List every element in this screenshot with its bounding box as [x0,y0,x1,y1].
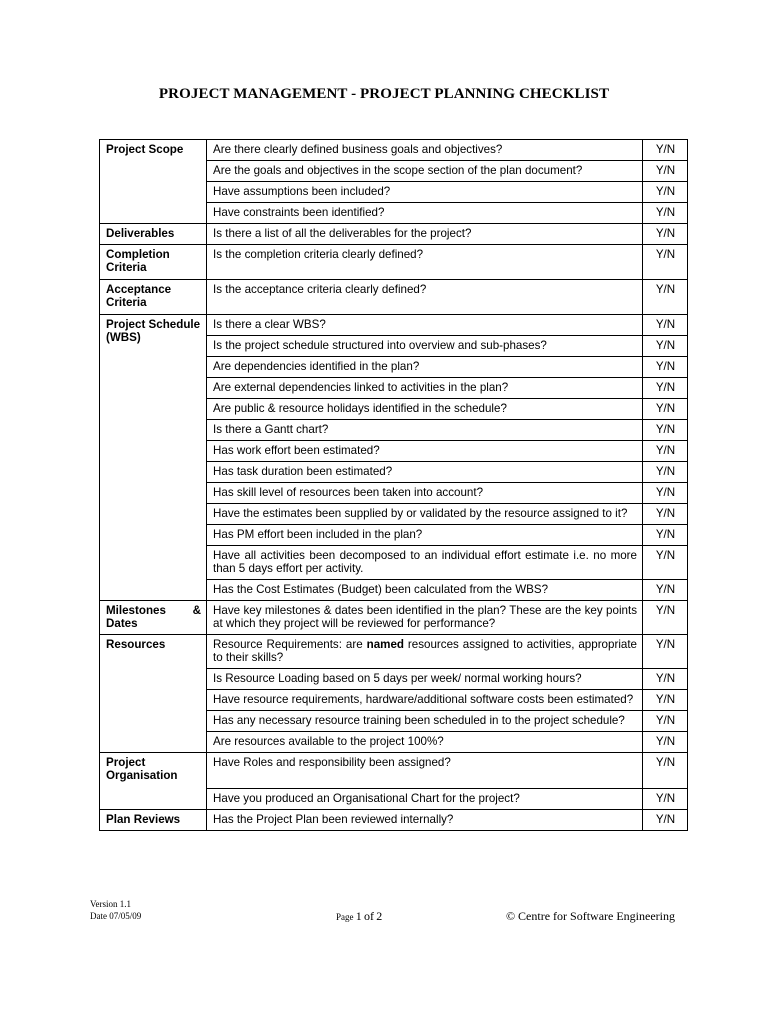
answer-cell: Y/N [643,753,688,789]
page-label: Page [336,912,354,922]
answer-cell: Y/N [643,690,688,711]
question-cell: Is the project schedule structured into overview and sub-phases? [207,336,643,357]
table-row [100,810,688,831]
answer-cell: Y/N [643,161,688,182]
answer-cell: Y/N [643,525,688,546]
section-label-milestones: Milestones & Dates [100,601,207,635]
question-cell: Have you produced an Organisational Chart for the project? [207,789,643,810]
question-cell: Have assumptions been included? [207,182,643,203]
answer-cell: Y/N [643,462,688,483]
footer-date: Date 07/05/09 [90,911,142,921]
question-cell: Are external dependencies linked to activities in the plan? [207,378,643,399]
question-text-emphasis: named [366,638,404,651]
question-text-post: resources assigned to activities, appropriate to their skills? [213,638,638,664]
question-cell: Is Resource Loading based on 5 days per week/ normal working hours? [207,669,643,690]
question-cell: Has the Cost Estimates (Budget) been calculated from the WBS? [207,580,643,601]
answer-cell: Y/N [643,669,688,690]
question-cell: Is the acceptance criteria clearly defined? [207,280,643,315]
answer-cell: Y/N [643,420,688,441]
table-row [100,315,688,336]
table-row [100,245,688,280]
section-label-project-schedule: Project Schedule (WBS) [100,315,207,601]
page-of: of [364,909,374,923]
question-cell: Have key milestones & dates been identified in the plan? These are the key points at which they project will be reviewed for performance? [207,601,643,635]
answer-cell: Y/N [643,399,688,420]
section-label-project-organisation: Project Organisation [100,753,207,810]
answer-cell: Y/N [643,504,688,525]
question-cell: Has PM effort been included in the plan? [207,525,643,546]
question-cell: Are resources available to the project 100%? [207,732,643,753]
table-row [100,601,688,635]
answer-cell: Y/N [643,441,688,462]
table-row [100,224,688,245]
answer-cell: Y/N [643,357,688,378]
answer-cell: Y/N [643,182,688,203]
footer-version: Version 1.1 [90,899,131,909]
answer-cell: Y/N [643,580,688,601]
question-cell: Are there clearly defined business goals and objectives? [207,140,643,161]
question-cell: Is there a Gantt chart? [207,420,643,441]
page-total: 2 [376,909,383,923]
answer-cell: Y/N [643,315,688,336]
answer-cell: Y/N [643,378,688,399]
question-cell: Have the estimates been supplied by or validated by the resource assigned to it? [207,504,643,525]
table-row [100,635,688,669]
document-title: PROJECT MANAGEMENT - PROJECT PLANNING CHECKLIST [158,86,610,102]
footer-copyright: © Centre for Software Engineering [505,909,675,923]
answer-cell: Y/N [643,601,688,635]
answer-cell: Y/N [643,546,688,580]
section-label-acceptance-criteria: Acceptance Criteria [100,280,207,315]
question-cell: Have all activities been decomposed to an individual effort estimate i.e. no more than 5 days effort per activity. [207,546,643,580]
question-text-pre: Resource Requirements: are [213,638,367,651]
answer-cell: Y/N [643,224,688,245]
question-cell: Is there a clear WBS? [207,315,643,336]
question-cell: Are the goals and objectives in the scope section of the plan document? [207,161,643,182]
answer-cell: Y/N [643,483,688,504]
question-cell: Has work effort been estimated? [207,441,643,462]
section-label-resources: Resources [100,635,207,753]
question-cell: Have Roles and responsibility been assigned? [207,753,643,789]
footer-version-block [90,898,141,922]
question-cell: Is there a list of all the deliverables for the project? [207,224,643,245]
question-cell: Have constraints been identified? [207,203,643,224]
section-label-plan-reviews: Plan Reviews [100,810,207,831]
question-cell: Have resource requirements, hardware/additional software costs been estimated? [207,690,643,711]
section-label-completion-criteria: Completion Criteria [100,245,207,280]
table-row [100,280,688,315]
answer-cell: Y/N [643,810,688,831]
question-cell: Has any necessary resource training been scheduled in to the project schedule? [207,711,643,732]
answer-cell: Y/N [643,280,688,315]
answer-cell: Y/N [643,245,688,280]
question-cell: Has the Project Plan been reviewed internally? [207,810,643,831]
answer-cell: Y/N [643,732,688,753]
answer-cell: Y/N [643,140,688,161]
page-current: 1 [355,909,362,923]
answer-cell: Y/N [643,711,688,732]
question-cell: Has skill level of resources been taken into account? [207,483,643,504]
answer-cell: Y/N [643,336,688,357]
question-cell: Is the completion criteria clearly defined? [207,245,643,280]
answer-cell: Y/N [643,789,688,810]
question-cell [207,635,643,669]
table-row [100,753,688,789]
answer-cell: Y/N [643,635,688,669]
footer-page-number [336,909,382,924]
section-label-deliverables: Deliverables [100,224,207,245]
table-row [100,140,688,161]
section-label-project-scope: Project Scope [100,140,207,224]
question-cell: Has task duration been estimated? [207,462,643,483]
answer-cell: Y/N [643,203,688,224]
question-cell: Are public & resource holidays identified in the schedule? [207,399,643,420]
question-cell: Are dependencies identified in the plan? [207,357,643,378]
checklist-table [99,139,688,831]
